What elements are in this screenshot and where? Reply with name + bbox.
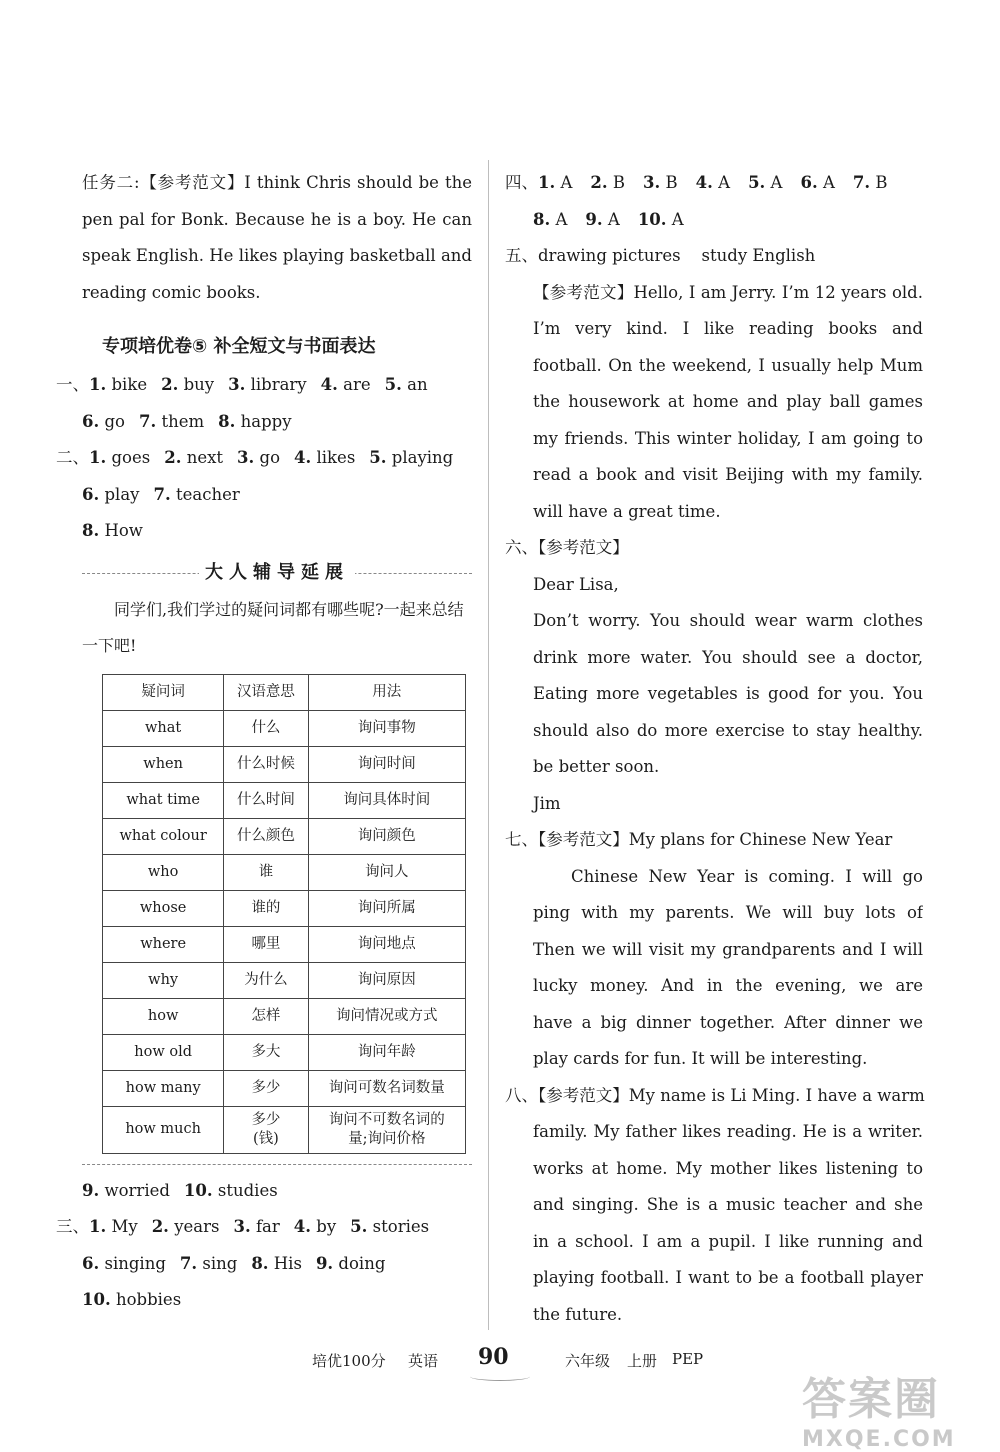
table-row xyxy=(103,1106,466,1153)
answer-row: 七、【参考范文】My plans for Chinese New Year xyxy=(505,830,893,849)
letter-line: Dear Lisa, xyxy=(533,574,619,594)
answer-row: 9. worried 10. studies xyxy=(82,1180,278,1200)
question-word-table xyxy=(102,674,466,1154)
table-header: 汉语意思 xyxy=(224,674,308,710)
page-number: 90 xyxy=(478,1344,509,1370)
answer-row: 四、1. A 2. B 3. B 4. A 5. A 6. A 7. B xyxy=(505,173,888,192)
table-cell: 询问情况或方式 xyxy=(308,998,465,1034)
table-cell: who xyxy=(103,854,224,890)
essay-line: the future. xyxy=(533,1304,623,1324)
section-marker: 三、 xyxy=(56,1217,89,1236)
letter-line: be better soon. xyxy=(533,757,660,776)
footer-volume: 上册 xyxy=(627,1352,658,1370)
table-cell: 谁的 xyxy=(224,890,308,926)
table-cell: 询问地点 xyxy=(308,926,465,962)
table-cell: why xyxy=(103,962,224,998)
footer-book: 培优100分 xyxy=(312,1352,386,1370)
essay-line: in a school. I am a pupil. I like running and xyxy=(533,1231,923,1251)
extension-intro: 同学们,我们学过的疑问词都有哪些呢?一起来总结一下吧! xyxy=(82,599,464,655)
task2-line: pen pal for Bonk. Because he is a boy. He can xyxy=(82,209,472,229)
table-cell: 什么 xyxy=(224,710,308,746)
table-row xyxy=(103,1034,466,1070)
task2-line: reading comic books. xyxy=(82,282,261,302)
table-cell: what colour xyxy=(103,818,224,854)
table-cell: how old xyxy=(103,1034,224,1070)
table-cell: where xyxy=(103,926,224,962)
answer-row: 五、drawing pictures study English xyxy=(505,246,816,265)
left-column xyxy=(56,165,472,1319)
table-cell: 询问所属 xyxy=(308,890,465,926)
footer-grade: 六年级 xyxy=(565,1352,611,1370)
section-marker: 五、 xyxy=(505,246,538,265)
letter-line: Don’t worry. You should wear warm clothes xyxy=(533,611,923,630)
table-header: 用法 xyxy=(308,674,465,710)
essay-line: works at home. My mother likes listening to xyxy=(533,1158,923,1178)
letter-line: drink more water. You should see a doctor, xyxy=(533,647,923,667)
essay-line: read a book and visit Beijing with my family. xyxy=(533,465,923,484)
table-cell: 询问事物 xyxy=(308,710,465,746)
table-cell: 询问具体时间 xyxy=(308,782,465,818)
answer-row: 6. play 7. teacher xyxy=(82,484,240,504)
table-cell: 哪里 xyxy=(224,926,308,962)
table-cell: how much xyxy=(103,1106,224,1153)
section-marker: 一、 xyxy=(56,375,89,394)
table-row xyxy=(103,998,466,1034)
table-cell: 什么时间 xyxy=(224,782,308,818)
essay-line: family. My father likes reading. He is a writer. xyxy=(533,1122,923,1141)
table-row xyxy=(103,854,466,890)
answer-row: 八、【参考范文】My name is Li Ming. I have a warm xyxy=(505,1085,925,1105)
letter-line: Jim xyxy=(533,793,561,813)
section-marker: 六、 xyxy=(505,538,538,557)
table-cell: what xyxy=(103,710,224,746)
section-marker: 二、 xyxy=(56,448,89,467)
answer-row: 6. singing 7. sing 8. His 9. doing xyxy=(82,1253,386,1273)
right-column xyxy=(505,165,923,1333)
table-cell: 询问人 xyxy=(308,854,465,890)
footer-edition: PEP xyxy=(672,1350,704,1368)
table-cell: what time xyxy=(103,782,224,818)
answer-row: 10. hobbies xyxy=(82,1290,182,1309)
footer-subject: 英语 xyxy=(408,1352,439,1370)
table-row xyxy=(103,818,466,854)
answer-row: 6. go 7. them 8. happy xyxy=(82,411,292,431)
table-row xyxy=(103,926,466,962)
essay-line: I’m very kind. I like reading books and xyxy=(533,319,923,338)
essay-line: my friends. This winter holiday, I am going to xyxy=(533,428,923,448)
section-marker: 七、 xyxy=(505,830,538,849)
answer-row: 三、1. My 2. years 3. far 4. by 5. stories xyxy=(56,1217,430,1236)
table-cell: 谁 xyxy=(224,854,308,890)
table-cell: 询问年龄 xyxy=(308,1034,465,1070)
essay-line: and singing. She is a music teacher and she xyxy=(533,1195,923,1214)
table-row xyxy=(103,1070,466,1106)
essay-line: the housework at home and play ball games xyxy=(533,392,923,411)
essay-line: playing football. I want to be a football player xyxy=(533,1268,923,1287)
table-cell: 什么颜色 xyxy=(224,818,308,854)
table-cell: 多少 xyxy=(224,1070,308,1106)
table-cell: how xyxy=(103,998,224,1034)
table-cell: 什么时候 xyxy=(224,746,308,782)
column-divider xyxy=(488,160,489,1330)
essay-line: play cards for fun. It will be interesting. xyxy=(533,1049,868,1068)
section-heading: 专项培优卷⑤ 补全短文与书面表达 xyxy=(102,336,376,357)
table-cell: 询问可数名词数量 xyxy=(308,1070,465,1106)
essay-line: ping with my parents. We will buy lots of xyxy=(533,903,923,922)
table-row xyxy=(103,890,466,926)
answer-row: 六、【参考范文】 xyxy=(505,538,629,557)
task2-line: speak English. He likes playing basketball and xyxy=(82,246,472,265)
essay-line: Chinese New Year is coming. I will go xyxy=(571,866,923,886)
table-row xyxy=(103,710,466,746)
table-cell: 询问时间 xyxy=(308,746,465,782)
table-cell: when xyxy=(103,746,224,782)
section-marker: 八、 xyxy=(505,1085,538,1105)
extension-title: 大人辅导延展 xyxy=(82,554,472,592)
essay-line: 【参考范文】Hello, I am Jerry. I’m 12 years old. xyxy=(533,282,923,302)
essay-line: lucky money. And in the evening, we are xyxy=(533,976,923,995)
essay-line: football. On the weekend, I usually help Mum xyxy=(533,355,923,375)
table-cell: 询问不可数名词的 量;询问价格 xyxy=(308,1106,465,1153)
letter-line: should also do more exercise to stay healthy. xyxy=(533,720,923,740)
table-row xyxy=(103,746,466,782)
table-row xyxy=(103,962,466,998)
table-header: 疑问词 xyxy=(103,674,224,710)
table-cell: 为什么 xyxy=(224,962,308,998)
table-cell: 询问原因 xyxy=(308,962,465,998)
essay-line: have a big dinner together. After dinner we xyxy=(533,1012,923,1032)
table-cell: whose xyxy=(103,890,224,926)
table-cell: 多少 (钱) xyxy=(224,1106,308,1153)
answer-row: 一、1. bike 2. buy 3. library 4. are 5. an xyxy=(56,375,428,394)
table-cell: 询问颜色 xyxy=(308,818,465,854)
table-header-row xyxy=(103,674,466,710)
table-row xyxy=(103,782,466,818)
answer-row: 8. A 9. A 10. A xyxy=(533,209,684,229)
section-marker: 四、 xyxy=(505,173,538,192)
answer-row: 二、1. goes 2. next 3. go 4. likes 5. playing xyxy=(56,448,454,467)
wave-decoration xyxy=(470,1372,530,1381)
table-cell: 怎样 xyxy=(224,998,308,1034)
letter-line: Eating more vegetables is good for you. You xyxy=(533,684,923,703)
extension-box xyxy=(82,554,472,1173)
table-cell: 多大 xyxy=(224,1034,308,1070)
task2-line: 任务二:【参考范文】I think Chris should be the xyxy=(82,173,472,192)
essay-line: Then we will visit my grandparents and I will xyxy=(533,939,923,959)
table-cell: how many xyxy=(103,1070,224,1106)
essay-line: will have a great time. xyxy=(533,501,721,521)
answer-row: 8. How xyxy=(82,521,143,540)
watermark-logo: 答案圈 MXQE.COM xyxy=(802,1374,956,1452)
